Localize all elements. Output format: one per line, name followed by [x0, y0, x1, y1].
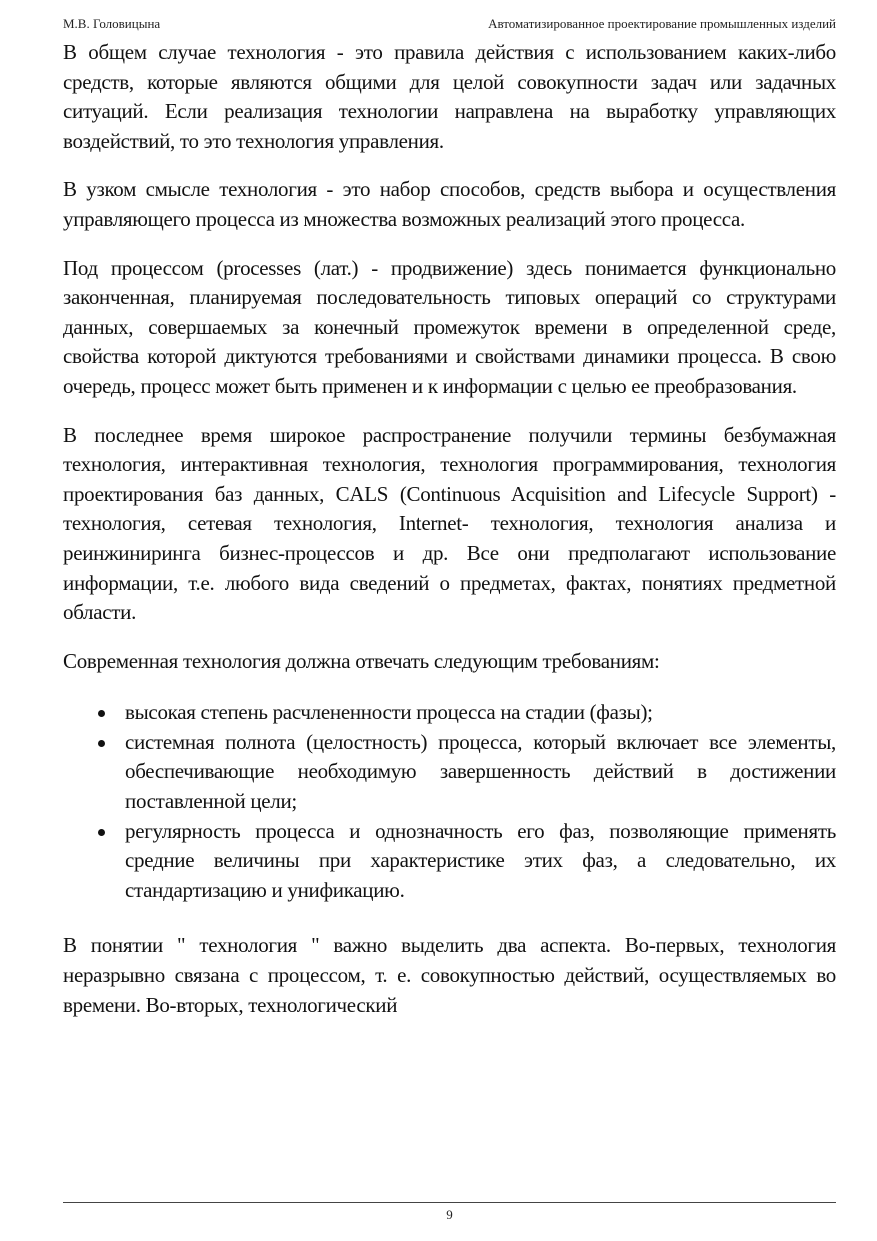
footer-divider [63, 1202, 836, 1203]
list-item-text: высокая степень расчлененности процесса на стадии (фазы); [125, 700, 653, 725]
page-number: 9 [446, 1207, 453, 1222]
document-page [63, 0, 836, 1241]
paragraph-technology-narrow: В узком смысле технология - это набор способов, средств выбора и осуществления управляющего процесса из множества возможных реализаций этого процесса. [63, 177, 836, 231]
bullet-icon [98, 710, 105, 717]
bullet-icon [98, 740, 105, 747]
requirements-intro: Современная технология должна отвечать следующим требованиям: [63, 648, 660, 673]
paragraph-process-definition: Под процессом (processes (лат.) - продвижение) здесь понимается функционально законченная, планируемая последовательность типовых операций со структурами данных, совершаемых за конечный промежуток времени в определенной среде, свойства которой диктуются требованиями и свойствами динамики процесса. В свою очередь, процесс может быть применен и к информации с целью ее преобразования. [63, 255, 836, 398]
header-title: Автоматизированное проектирование промышленных изделий [488, 16, 836, 31]
header-author: М.В. Головицына [63, 16, 161, 31]
requirements-list [63, 698, 836, 905]
page-content [63, 38, 836, 1020]
bullet-icon [98, 829, 105, 836]
page-header [63, 16, 836, 32]
list-item [63, 817, 836, 906]
list-item [63, 698, 836, 728]
list-item-text: регулярность процесса и однозначность его фаз, позволяющие применять средние величины при характеристике этих фаз, а следовательно, их стандартизацию и унификацию. [125, 818, 836, 902]
paragraph-recent-terms: В последнее время широкое распространение получили термины безбумажная технология, интерактивная технология, технология программирования, технология проектирования баз данных, CALS (Continuous Acquisition and Lifecycle Support) - технология, сетевая технология, Internet- технология, технология анализа и реинжиниринга бизнес-процессов и др. Все они предполагают использование информации, т.е. любого вида сведений о предметах, фактах, понятиях предметной области. [63, 422, 836, 625]
list-item-text: системная полнота (целостность) процесса, который включает все элементы, обеспечивающие необходимую завершенность действий в достижении поставленной цели; [125, 729, 836, 814]
list-item [63, 728, 836, 817]
paragraph-technology-aspects: В понятии " технология " важно выделить два аспекта. Во-первых, технология неразрывно связана с процессом, т. е. совокупностью действий, осуществляемых во времени. Во-вторых, технологический [63, 933, 836, 1017]
paragraph-technology-general: В общем случае технология - это правила действия с использованием каких-либо средств, которые являются общими для целой совокупности задач или задачных ситуаций. Если реализация технологии направлена на выработку управляющих воздействий, то это технология управления. [63, 40, 836, 153]
